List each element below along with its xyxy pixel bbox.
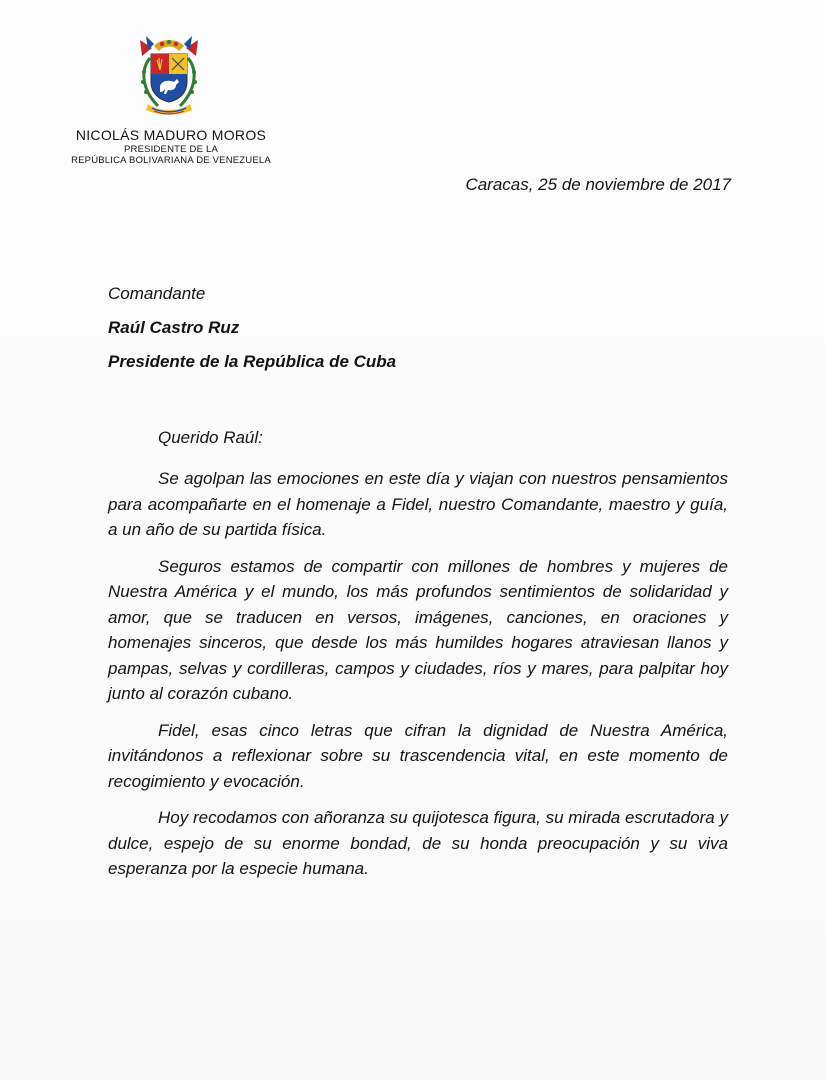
- letterhead: [56, 127, 286, 166]
- coat-of-arms-icon: [132, 36, 206, 116]
- letter-date: Caracas, 25 de noviembre de 2017: [465, 175, 731, 194]
- recipient-block: [108, 284, 396, 372]
- letterhead-country: REPÚBLICA BOLIVARIANA DE VENEZUELA: [71, 155, 271, 166]
- recipient-name: Raúl Castro Ruz: [108, 318, 240, 337]
- salutation: Querido Raúl:: [158, 428, 263, 447]
- letterhead-title: PRESIDENTE DE LA: [123, 144, 218, 155]
- body-paragraph: Se agolpan las emociones en este día y viajan con nuestros pensamientos para acompañarte en el homenaje a Fidel, nuestro Comandante, maestro y guía, a un año de su partida física.: [108, 469, 728, 539]
- letter-body: [108, 466, 728, 893]
- letterhead-name: NICOLÁS MADURO MOROS: [75, 127, 267, 143]
- body-paragraph: Seguros estamos de compartir con millones de hombres y mujeres de Nuestra América y el mundo, los más profundos sentimientos de solidaridad y amor, que se traducen en versos, imágenes, canciones, en oraciones y homenajes sinceros, que desde los más humildes hogares atraviesan llanos y pampas, selvas y cordilleras, campos y ciudades, ríos y mares, para palpitar hoy junto al corazón cubano.: [108, 556, 728, 703]
- recipient-role: Presidente de la República de Cuba: [108, 352, 397, 371]
- body-paragraph: Fidel, esas cinco letras que cifran la dignidad de Nuestra América, invitándonos a reflexionar sobre su trascendencia vital, en este momento de recogimiento y evocación.: [108, 720, 728, 791]
- body-paragraph: Hoy recodamos con añoranza su quijotesca figura, su mirada escrutadora y dulce, espejo de su enorme bondad, de su honda preocupación y su viva esperanza por la especie humana.: [108, 808, 728, 878]
- recipient-rank: Comandante: [108, 284, 206, 303]
